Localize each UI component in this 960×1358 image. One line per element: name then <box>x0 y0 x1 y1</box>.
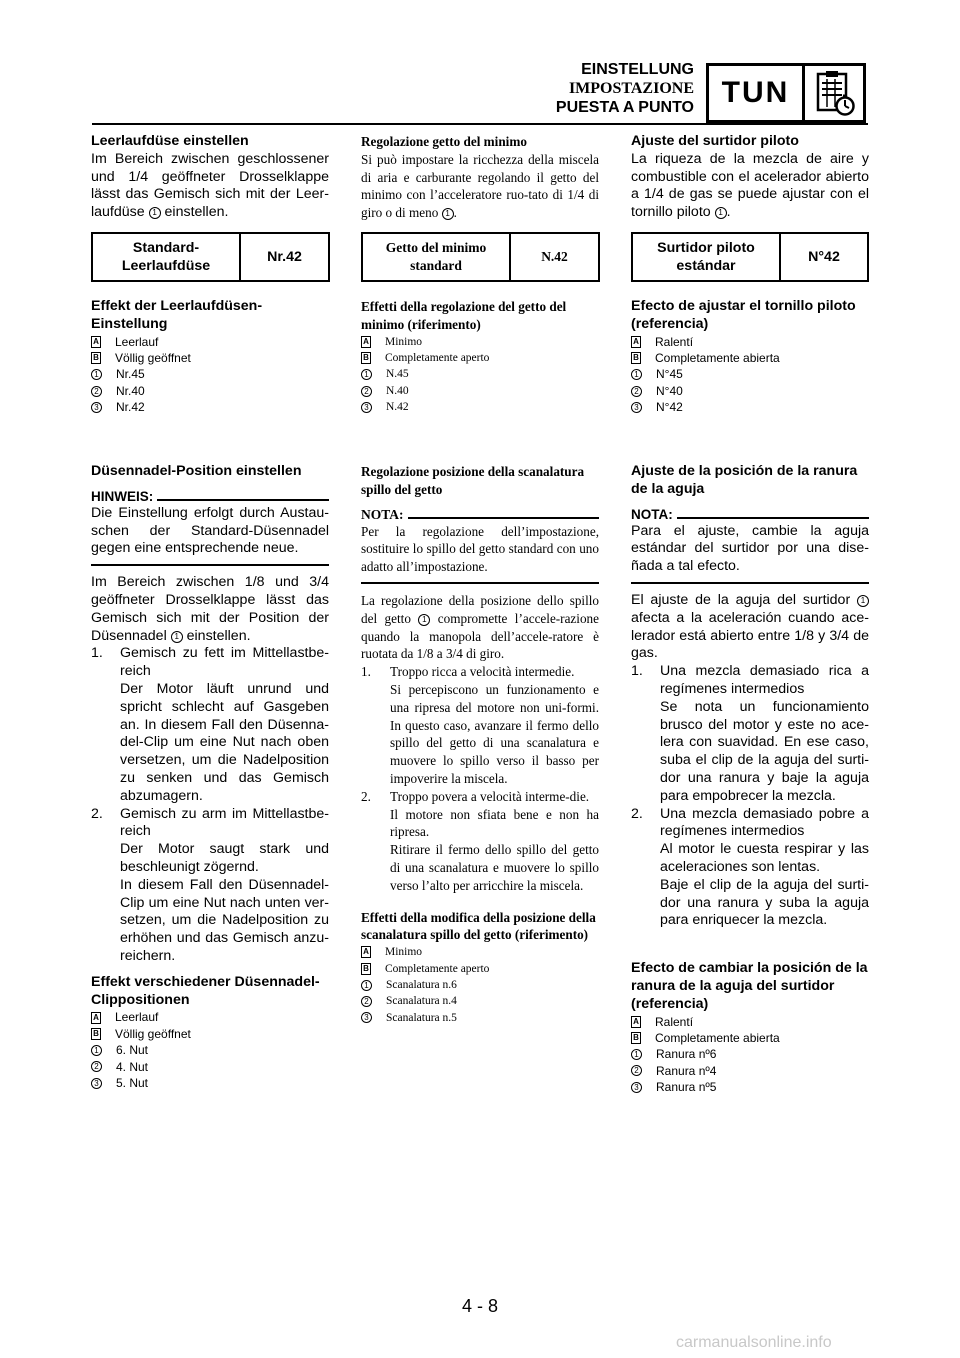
list-item-title: Una mezcla demasiado pobre a regímenes intermedios <box>660 805 869 840</box>
legend-item <box>91 1042 329 1058</box>
list-item-number: 2. <box>91 805 103 822</box>
legend-number-marker: 2 <box>631 386 642 397</box>
section-code: TUN <box>709 66 805 120</box>
de-spec-table <box>91 232 330 282</box>
legend-text: Nr.42 <box>116 400 145 415</box>
list-item-title: Una mezcla demasiado rica a regímenes intermedios <box>660 663 869 697</box>
legend-letter-marker: A <box>91 1012 101 1024</box>
it-spec-table <box>361 232 600 282</box>
legend-number-marker: 3 <box>631 1082 642 1093</box>
list-item <box>91 806 329 966</box>
legend-letter-marker: A <box>361 946 371 958</box>
list-item-number: 1. <box>91 645 103 662</box>
list-item-body: Der Motor saugt stark und beschleunigt zögernd. <box>120 841 329 875</box>
legend-item <box>631 350 869 366</box>
list-item-title: Gemisch zu arm im Mittellastbe-reich <box>120 805 329 840</box>
it-note <box>361 523 599 584</box>
legend-item <box>361 944 599 960</box>
legend-item <box>91 334 329 350</box>
legend-text: Scanalatura n.4 <box>386 995 457 1008</box>
es-spec-label: Surtidor piloto estándar <box>633 234 781 280</box>
de-note-text: Die Einstellung erfolgt durch Austau-schen der Standard-Düsennadel gegen eine entsprechende neue. <box>91 504 329 557</box>
list-item-body2: Ritirare il fermo dello spillo del getto di una scanalatura e muovere lo spillo verso l’alto per arricchire la miscela. <box>390 842 599 893</box>
legend-item <box>631 334 869 350</box>
legend-item <box>361 977 599 993</box>
list-item-body: Der Motor läuft unrund und spricht schlecht auf Gasgeben an. In diesem Fall den Düsenna-del-Clip um eine Nut nach oben versetzen, um die Nadelposition zu senken und das Gemisch abzumagern. <box>120 680 329 804</box>
legend-text: Ralentí <box>655 334 694 349</box>
it-adjust-list <box>361 663 599 894</box>
legend-item <box>361 350 599 366</box>
legend-text: Completamente aperto <box>385 352 490 364</box>
section-titles <box>556 60 694 117</box>
es-pilot-heading: Ajuste del surtidor piloto <box>631 133 799 149</box>
it-pilot-section <box>361 133 599 222</box>
legend-item <box>361 334 599 350</box>
section-badge <box>706 63 866 123</box>
legend-number-marker: 1 <box>91 369 102 380</box>
es-effect-section <box>631 298 869 416</box>
legend-number-marker: 1 <box>631 369 642 380</box>
clipboard-stopwatch-icon <box>805 66 863 120</box>
legend-number-marker: 3 <box>361 1012 372 1023</box>
legend-number-marker: 3 <box>91 402 102 413</box>
legend-number-marker: 2 <box>361 996 372 1007</box>
es-adjust-list <box>631 663 869 930</box>
it-effect-legend <box>361 334 599 416</box>
es-needle-heading: Ajuste de la posición de la ranura de la aguja <box>631 463 858 497</box>
legend-text: Leerlauf <box>115 1010 159 1025</box>
legend-item <box>631 1079 869 1095</box>
legend-item <box>631 399 869 415</box>
list-item-title: Troppo ricca a velocità intermedie. <box>390 664 575 680</box>
list-item <box>631 806 869 931</box>
de-needle-text: Im Bereich zwischen 1/8 und 3/4 geöffneter Drosselklappe lässt das Gemisch sich mit der Position der Düsennadel 1 einstellen. <box>91 574 329 644</box>
es-note-text: Para el ajuste, cambie la aguja estándar del surtidor por una dise-ñada a tal efecto. <box>631 522 869 575</box>
it-note-text: Per la regolazione dell’impostazione, sostituire lo spillo del getto standard con uno adatto all’impostazione. <box>361 523 599 575</box>
de-clip-heading: Effekt verschiedener Düsennadel-Clippositionen <box>91 973 320 1008</box>
legend-item <box>631 1046 869 1062</box>
es-pilot-section <box>631 133 869 222</box>
legend-text: Completamente abierta <box>655 351 780 365</box>
es-note-label: NOTA: <box>631 507 869 523</box>
legend-letter-marker: B <box>91 1028 101 1040</box>
title-es: PUESTA A PUNTO <box>555 99 694 116</box>
legend-item <box>631 1063 869 1079</box>
legend-item <box>91 1075 329 1091</box>
legend-text: N°45 <box>656 367 683 382</box>
de-adjust-list <box>91 645 329 965</box>
page-number: 4 - 8 <box>462 1296 499 1316</box>
es-clip-legend <box>631 1014 869 1096</box>
legend-letter-marker: A <box>631 336 641 348</box>
it-clip-heading: Effetti della modifica della posizione della scanalatura spillo del getto (riferimento) <box>361 909 596 943</box>
list-item-title: Troppo povera a velocità interme-die. <box>390 788 590 804</box>
it-pilot-text: Si può impostare la ricchezza della miscela di aria e carburante regolando il getto del minimo con l’acceleratore ruo-tato di 1/4 di giro o di meno 1 . <box>361 151 599 221</box>
list-item <box>91 645 329 805</box>
it-needle-section <box>361 463 599 1026</box>
legend-text: Nr.45 <box>116 367 145 382</box>
de-effect-heading: Effekt der Leerlaufdüsen-Einstellung <box>91 298 263 332</box>
de-note-label: HINWEIS: <box>91 489 329 505</box>
list-item-number: 1. <box>631 663 643 680</box>
legend-number-marker: 1 <box>361 980 372 991</box>
legend-item <box>361 399 599 415</box>
legend-item <box>91 350 329 366</box>
list-item-body: Al motor le cuesta respirar y las aceleraciones son lentas. <box>660 841 869 875</box>
list-item-body: Se nota un funcionamiento brusco del motor y este no ace-lera con suavidad. En ese caso, suba el clip de la aguja del surti-dor una ranura y baje la aguja para empobrecer la mezcla. <box>660 698 869 804</box>
es-clip-heading: Efecto de cambiar la posición de la ranura de la aguja del surtidor (referencia) <box>631 960 868 1012</box>
de-spec-label: Standard-Leerlaufdüse <box>93 234 241 280</box>
legend-number-marker: 3 <box>361 402 372 413</box>
it-pilot-heading: Regolazione getto del minimo <box>361 134 527 149</box>
it-spec-value: N.42 <box>541 249 568 264</box>
es-pilot-text: La riqueza de la mezcla de aire y combustible con el acelerador abierto a 1/4 de gas se puede ajustar con el tornillo piloto 1 . <box>631 150 869 221</box>
legend-letter-marker: B <box>361 963 371 975</box>
legend-item <box>361 383 599 399</box>
es-effect-legend <box>631 334 869 416</box>
de-clip-legend <box>91 1009 329 1091</box>
es-needle-section <box>631 463 869 1096</box>
legend-text: Völlig geöffnet <box>115 351 191 365</box>
es-needle-text: El ajuste de la aguja del surtidor 1 afecta a la aceleración cuando ace-lerador está abierto entre 1/8 y 3/4 de gas. <box>631 591 869 662</box>
de-spec-value: Nr.42 <box>267 249 302 265</box>
it-clip-legend <box>361 944 599 1026</box>
legend-item <box>91 366 329 382</box>
list-item-title: Gemisch zu fett im Mittellastbe-reich <box>120 645 329 680</box>
legend-letter-marker: B <box>91 352 101 364</box>
list-item-number: 2. <box>361 788 371 804</box>
legend-text: Ralentí <box>655 1014 694 1029</box>
title-de: EINSTELLUNG <box>581 61 694 78</box>
es-effect-heading: Efecto de ajustar el tornillo piloto (referencia) <box>631 298 856 332</box>
list-item-body2: In diesem Fall den Düsennadel-Clip um eine Nut nach unten ver-setzen, um die Nadelposition zu erhöhen und das Gemisch anzu-reichern. <box>120 876 329 964</box>
legend-item <box>91 1059 329 1075</box>
legend-item <box>361 993 599 1009</box>
legend-number-marker: 1 <box>361 369 372 380</box>
legend-text: Ranura nº6 <box>656 1047 717 1062</box>
de-note <box>91 505 329 566</box>
legend-text: Nr.40 <box>116 383 145 398</box>
legend-item <box>631 1014 869 1030</box>
watermark: carmanualsonline.info <box>676 1334 832 1351</box>
it-spec-label: Getto del minimo standard <box>363 234 511 280</box>
legend-text: Completamente aperto <box>385 962 490 975</box>
legend-text: N°42 <box>656 400 683 415</box>
legend-text: Ranura nº5 <box>656 1080 717 1095</box>
legend-number-marker: 3 <box>631 402 642 413</box>
legend-text: N°40 <box>656 383 683 398</box>
legend-text: N.42 <box>386 401 409 414</box>
legend-number-marker: 1 <box>91 1045 102 1056</box>
legend-text: Völlig geöffnet <box>115 1026 191 1041</box>
it-note-label: NOTA: <box>361 507 599 523</box>
de-pilot-text: Im Bereich zwischen geschlossener und 1/4 geöffneter Drosselklappe lässt das Gemisch sich mit der Leer-laufdüse 1 einstellen. <box>91 150 329 221</box>
legend-text: N.40 <box>386 384 409 397</box>
it-needle-text: La regolazione della posizione dello spillo del getto 1 compromette l’accele-razione quando la manopola dell’accele-ratore è ruotata da 1/8 a 3/4 di giro. <box>361 592 599 662</box>
de-effect-section <box>91 298 329 416</box>
list-item-number: 2. <box>631 805 643 822</box>
legend-text: Completamente abierta <box>655 1030 780 1045</box>
list-item <box>361 788 599 895</box>
legend-number-marker: 2 <box>91 386 102 397</box>
legend-letter-marker: B <box>631 352 641 364</box>
legend-item <box>361 961 599 977</box>
legend-text: Ranura nº4 <box>656 1063 717 1078</box>
legend-text: Scanalatura n.5 <box>386 1011 457 1024</box>
legend-item <box>361 1010 599 1026</box>
legend-text: Minimo <box>385 946 423 959</box>
legend-number-marker: 2 <box>631 1065 642 1076</box>
list-item-number: 1. <box>361 664 371 680</box>
legend-letter-marker: A <box>631 1016 641 1028</box>
de-pilot-section <box>91 133 329 222</box>
legend-text: Leerlauf <box>115 334 159 349</box>
header-rule <box>92 123 868 125</box>
list-item <box>361 663 599 788</box>
it-needle-heading: Regolazione posizione della scanalatura spillo del getto <box>361 464 585 497</box>
legend-item <box>91 1009 329 1025</box>
legend-text: Minimo <box>385 335 423 348</box>
legend-item <box>631 366 869 382</box>
de-effect-legend <box>91 334 329 416</box>
list-item <box>631 663 869 805</box>
de-pilot-heading: Leerlaufdüse einstellen <box>91 133 249 149</box>
legend-text: N.45 <box>386 368 409 381</box>
it-effect-heading: Effetti della regolazione del getto del minimo (riferimento) <box>361 299 567 332</box>
legend-letter-marker: B <box>361 352 371 364</box>
legend-number-marker: 1 <box>631 1049 642 1060</box>
title-it: IMPOSTAZIONE <box>568 80 694 97</box>
legend-text: 4. Nut <box>116 1059 149 1074</box>
list-item-body: Si percepiscono un funzionamento e una ripresa del motore non uni-formi. In questo caso, avanzare il fermo dello spillo del getto di una scanalatura e muovere lo spillo verso il basso per impoverire la miscela. <box>390 681 599 786</box>
legend-number-marker: 3 <box>91 1078 102 1089</box>
de-needle-section <box>91 463 329 1091</box>
es-spec-table <box>631 232 869 282</box>
legend-text: 5. Nut <box>116 1075 149 1090</box>
legend-text: Scanalatura n.6 <box>386 978 457 991</box>
list-item-body: Il motore non sfiata bene e non ha ripresa. <box>390 806 599 840</box>
legend-item <box>631 1030 869 1046</box>
legend-letter-marker: A <box>361 336 371 348</box>
legend-letter-marker: B <box>631 1032 641 1044</box>
legend-item <box>361 366 599 382</box>
legend-number-marker: 2 <box>91 1061 102 1072</box>
legend-item <box>91 383 329 399</box>
legend-item <box>91 399 329 415</box>
list-item-body2: Baje el clip de la aguja del surti-dor una ranura y suba la aguja para enriquecer la mezcla. <box>660 876 869 929</box>
it-effect-section <box>361 298 599 416</box>
es-note <box>631 523 869 584</box>
legend-item <box>631 383 869 399</box>
legend-letter-marker: A <box>91 336 101 348</box>
legend-item <box>91 1026 329 1042</box>
de-needle-heading: Düsennadel-Position einstellen <box>91 463 302 479</box>
legend-number-marker: 2 <box>361 386 372 397</box>
es-spec-value: N°42 <box>808 249 840 265</box>
legend-text: 6. Nut <box>116 1043 149 1058</box>
